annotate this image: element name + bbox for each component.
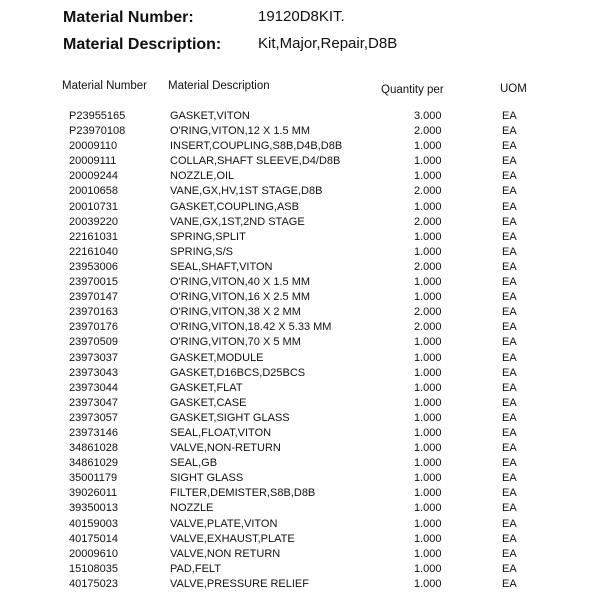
material-description-cell: O'RING,VITON,40 X 1.5 MM [170,276,311,289]
uom-cell: EA [502,140,517,153]
quantity-cell: 1.000 [414,336,442,349]
table-row [0,517,600,532]
quantity-cell: 1.000 [414,547,442,560]
table-row [0,245,600,260]
material-number-cell: 20009244 [69,170,118,183]
table-row [0,351,600,366]
uom-cell: EA [502,170,517,183]
material-number-cell: 20010731 [69,200,118,213]
quantity-cell: 1.000 [414,426,442,439]
material-number-cell: 23970147 [69,291,118,304]
material-description-cell: VALVE,EXHAUST,PLATE [170,532,295,545]
uom-cell: EA [502,577,517,590]
table-row [0,411,600,426]
material-description-cell: GASKET,COUPLING,ASB [170,200,299,213]
uom-cell: EA [502,110,517,122]
table-row [0,275,600,290]
table-row [0,230,600,245]
table-row [0,456,600,471]
material-description-cell: VALVE,NON-RETURN [170,442,281,455]
table-row [0,471,600,486]
material-number-cell: 20039220 [69,215,118,228]
table-row [0,109,600,124]
material-number-cell: 15108035 [69,562,118,575]
uom-cell: EA [502,487,517,500]
quantity-cell: 1.000 [414,170,442,183]
quantity-cell: 1.000 [414,245,442,258]
parts-table-body [0,109,600,592]
material-description-cell: INSERT,COUPLING,S8B,D4B,D8B [170,140,343,153]
uom-cell: EA [502,200,517,213]
quantity-cell: 1.000 [414,230,442,243]
table-row [0,320,600,335]
quantity-cell: 1.000 [414,140,442,153]
table-row [0,124,600,139]
table-row [0,562,600,577]
material-number-cell: 23973044 [69,381,118,394]
table-row [0,184,600,199]
uom-cell: EA [502,411,517,424]
quantity-cell: 1.000 [414,291,442,304]
material-number-cell: 39350013 [69,502,118,515]
quantity-cell: 2.000 [414,306,442,319]
uom-cell: EA [502,426,517,439]
material-description-cell: NOZZLE,OIL [170,170,235,183]
table-row [0,335,600,350]
table-row [0,577,600,592]
quantity-cell: 2.000 [414,215,442,228]
quantity-cell: 1.000 [414,487,442,500]
uom-cell: EA [502,457,517,470]
material-description-cell: VALVE,PRESSURE RELIEF [170,577,309,590]
material-description-cell: O'RING,VITON,16 X 2.5 MM [170,291,311,304]
uom-cell: EA [502,276,517,289]
material-description-cell: VALVE,PLATE,VITON [170,517,278,530]
material-description-cell: GASKET,MODULE [170,351,264,364]
material-number-cell: 23973037 [69,351,118,364]
uom-cell: EA [502,230,517,243]
uom-cell: EA [502,442,517,455]
uom-cell: EA [502,125,517,138]
material-description-cell: GASKET,SIGHT GLASS [170,411,290,424]
material-description-value: Kit,Major,Repair,D8B [258,35,398,52]
material-number-cell: 34861029 [69,457,118,470]
material-description-cell: O'RING,VITON,70 X 5 MM [170,336,301,349]
uom-cell: EA [502,366,517,379]
uom-cell: EA [502,472,517,485]
material-description-cell: SEAL,SHAFT,VITON [170,260,273,273]
table-row [0,366,600,381]
uom-cell: EA [502,396,517,409]
material-description-cell: O'RING,VITON,18.42 X 5.33 MM [170,321,332,334]
material-description-cell: GASKET,D16BCS,D25BCS [170,366,306,379]
quantity-cell: 1.000 [414,381,442,394]
quantity-cell: 1.000 [414,457,442,470]
material-number-cell: 22161031 [69,230,118,243]
column-header-material-number: Material Number [62,80,147,92]
material-number-cell: 22161040 [69,245,118,258]
material-number-cell: 40175014 [69,532,118,545]
quantity-cell: 1.000 [414,396,442,409]
table-row [0,215,600,230]
quantity-cell: 2.000 [414,260,442,273]
table-row [0,426,600,441]
material-description-cell: VANE,GX,1ST,2ND STAGE [170,215,305,228]
material-number-cell: 39026011 [69,487,118,500]
quantity-cell: 1.000 [414,442,442,455]
uom-cell: EA [502,502,517,515]
material-number-cell: 23953006 [69,260,118,273]
quantity-cell: 1.000 [414,502,442,515]
table-row [0,532,600,547]
table-row [0,501,600,516]
uom-cell: EA [502,562,517,575]
material-description-cell: NOZZLE [170,502,214,515]
material-description-cell: VANE,GX,HV,1ST STAGE,D8B [170,185,323,198]
uom-cell: EA [502,321,517,334]
column-header-material-description: Material Description [168,80,270,92]
material-number-cell: 23973057 [69,411,118,424]
quantity-cell: 1.000 [414,276,442,289]
table-row [0,441,600,456]
material-number-cell: 40159003 [69,517,118,530]
uom-cell: EA [502,215,517,228]
uom-cell: EA [502,155,517,168]
uom-cell: EA [502,336,517,349]
material-description-cell: SPRING,S/S [170,245,233,258]
column-header-uom: UOM [500,83,527,95]
column-header-quantity-per: Quantity per [381,84,444,96]
material-number-cell: P23955165 [69,110,126,122]
material-number-cell: P23970108 [69,125,126,138]
material-number-label: Material Number: [63,9,194,26]
table-row [0,260,600,275]
quantity-cell: 2.000 [414,321,442,334]
material-number-cell: 23973043 [69,366,118,379]
uom-cell: EA [502,547,517,560]
material-description-cell: O'RING,VITON,38 X 2 MM [170,306,301,319]
quantity-cell: 1.000 [414,562,442,575]
material-number-cell: 20009110 [69,140,118,153]
table-row [0,396,600,411]
uom-cell: EA [502,351,517,364]
uom-cell: EA [502,517,517,530]
material-number-value: 19120D8KIT. [258,8,345,25]
quantity-cell: 3.000 [414,110,442,122]
table-row [0,290,600,305]
material-description-cell: SPRING,SPLIT [170,230,246,243]
material-number-cell: 20009610 [69,547,118,560]
table-row [0,154,600,169]
quantity-cell: 1.000 [414,155,442,168]
material-number-cell: 20010658 [69,185,118,198]
material-number-cell: 20009111 [69,155,117,168]
uom-cell: EA [502,381,517,394]
table-row [0,486,600,501]
material-description-cell: SEAL,GB [170,457,218,470]
material-description-cell: PAD,FELT [170,562,221,575]
material-description-cell: VALVE,NON RETURN [170,547,281,560]
quantity-cell: 1.000 [414,577,442,590]
quantity-cell: 2.000 [414,125,442,138]
quantity-cell: 1.000 [414,351,442,364]
uom-cell: EA [502,291,517,304]
material-description-cell: SEAL,FLOAT,VITON [170,426,272,439]
material-description-cell: GASKET,FLAT [170,381,243,394]
material-number-cell: 23970176 [69,321,118,334]
material-description-cell: SIGHT GLASS [170,472,244,485]
material-description-cell: FILTER,DEMISTER,S8B,D8B [170,487,316,500]
material-number-cell: 35001179 [69,472,118,485]
uom-cell: EA [502,532,517,545]
quantity-cell: 1.000 [414,411,442,424]
material-number-cell: 40175023 [69,577,118,590]
table-row [0,139,600,154]
material-number-cell: 23970015 [69,276,118,289]
table-row [0,547,600,562]
material-number-cell: 23973146 [69,426,118,439]
material-description-cell: COLLAR,SHAFT SLEEVE,D4/D8B [170,155,341,168]
quantity-cell: 1.000 [414,472,442,485]
material-number-cell: 23970163 [69,306,118,319]
quantity-cell: 1.000 [414,366,442,379]
quantity-cell: 2.000 [414,185,442,198]
uom-cell: EA [502,245,517,258]
material-description-label: Material Description: [63,36,222,53]
quantity-cell: 1.000 [414,517,442,530]
table-row [0,305,600,320]
quantity-cell: 1.000 [414,200,442,213]
material-number-cell: 34861028 [69,442,118,455]
uom-cell: EA [502,306,517,319]
material-description-cell: GASKET,CASE [170,396,247,409]
material-number-cell: 23973047 [69,396,118,409]
table-row [0,381,600,396]
table-row [0,200,600,215]
quantity-cell: 1.000 [414,532,442,545]
material-number-cell: 23970509 [69,336,118,349]
uom-cell: EA [502,185,517,198]
table-row [0,169,600,184]
uom-cell: EA [502,260,517,273]
material-description-cell: O'RING,VITON,12 X 1.5 MM [170,125,311,138]
material-description-cell: GASKET,VITON [170,110,250,122]
